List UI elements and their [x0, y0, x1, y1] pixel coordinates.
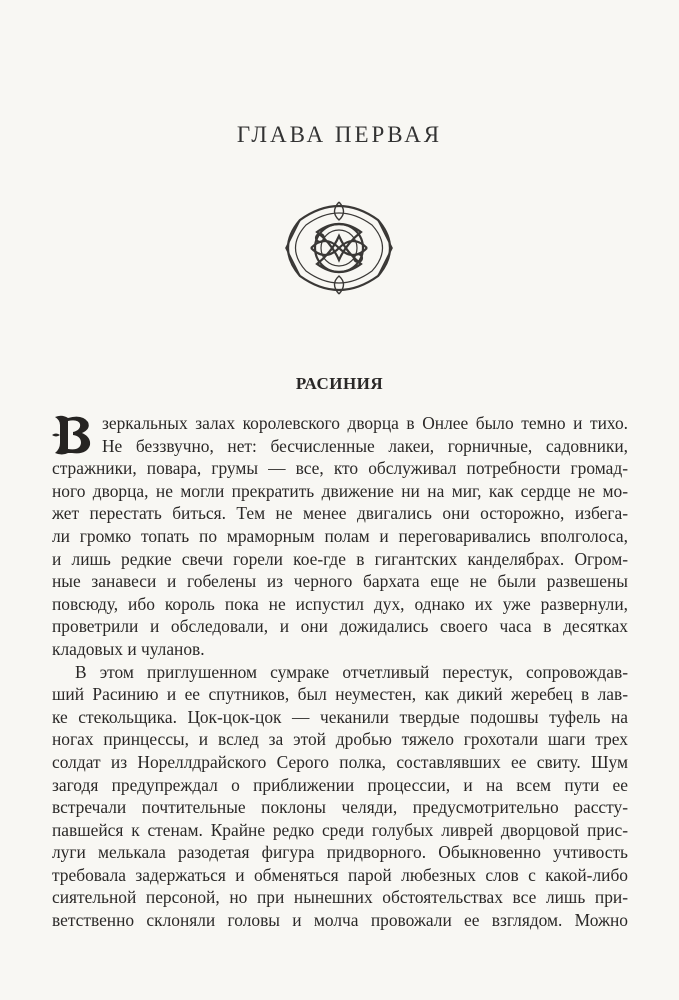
- text-line: луги мелькала разодетая фигура придворного. Обыкновенно учтивость: [52, 842, 628, 863]
- text-line: повсюду, ибо король пока не испустил дух, однако их уже развернули,: [52, 593, 628, 614]
- text-line: В этом приглушенном сумраке отчетливый перестук, сопровождав-: [75, 661, 628, 682]
- text-line: ного дворца, не могли прекратить движение ни на миг, как сердце не мо-: [52, 480, 628, 501]
- text-line: ветственно склоняли головы и молча провожали ее взглядом. Можно: [52, 910, 628, 931]
- section-title: РАСИНИЯ: [295, 374, 384, 393]
- text-line: ногах принцессы, и вслед за этой дробью тяжело грохотали шаги трех: [52, 729, 628, 750]
- text-line: ные занавеси и гобелены из черного бархата еще не были развешены: [52, 571, 628, 592]
- text-line: требовала задержаться и обменяться парой любезных слов с какой-либо: [52, 864, 628, 885]
- text-line: Не беззвучно, нет: бесчисленные лакеи, горничные, садовники,: [102, 435, 628, 456]
- text-line: кладовых и чуланов.: [52, 638, 205, 659]
- text-line: солдат из Нореллдрайского Серого полка, составлявших ее свиту. Шум: [52, 751, 628, 772]
- text-line: ли громко топать по мраморным полам и переговаривались вполголоса,: [52, 525, 628, 546]
- text-line: встречали почтительные поклоны челяди, предусмотрительно рассту-: [52, 797, 628, 818]
- text-line: ке стекольщика. Цок-цок-цок — чеканили твердые подошвы туфель на: [52, 706, 628, 727]
- text-line: павшейся к стенам. Крайне редко среди голубых ливрей дворцовой прис-: [52, 819, 628, 840]
- celtic-knot-ornament: [280, 198, 398, 298]
- chapter-title: ГЛАВА ПЕРВАЯ: [236, 122, 443, 147]
- chapter-body-text: [52, 412, 628, 932]
- text-line: стражники, повара, грумы — все, кто обслуживал потребности громад-: [52, 458, 628, 479]
- paragraph-2: [52, 661, 628, 932]
- text-line: проветрили и обследовали, и они дожидались своего часа в десятках: [52, 616, 628, 637]
- text-line: загодя предупреждал о приближении процессии, и на всем пути ее: [52, 774, 628, 795]
- text-line: ший Расинию и ее спутников, был неуместен, как дикий жеребец в лав-: [52, 684, 628, 705]
- text-line: сиятельной персоной, но при нынешних обстоятельствах все лишь при-: [52, 887, 628, 908]
- text-line: и лишь редкие свечи горели кое-где в гигантских канделябрах. Огром-: [52, 548, 628, 569]
- text-line: зеркальных залах королевского дворца в Онлее было темно и тихо.: [102, 413, 628, 433]
- text-line: жет перестать биться. Тем не менее двигались они осторожно, избега-: [52, 503, 628, 524]
- paragraph-1: [52, 412, 628, 661]
